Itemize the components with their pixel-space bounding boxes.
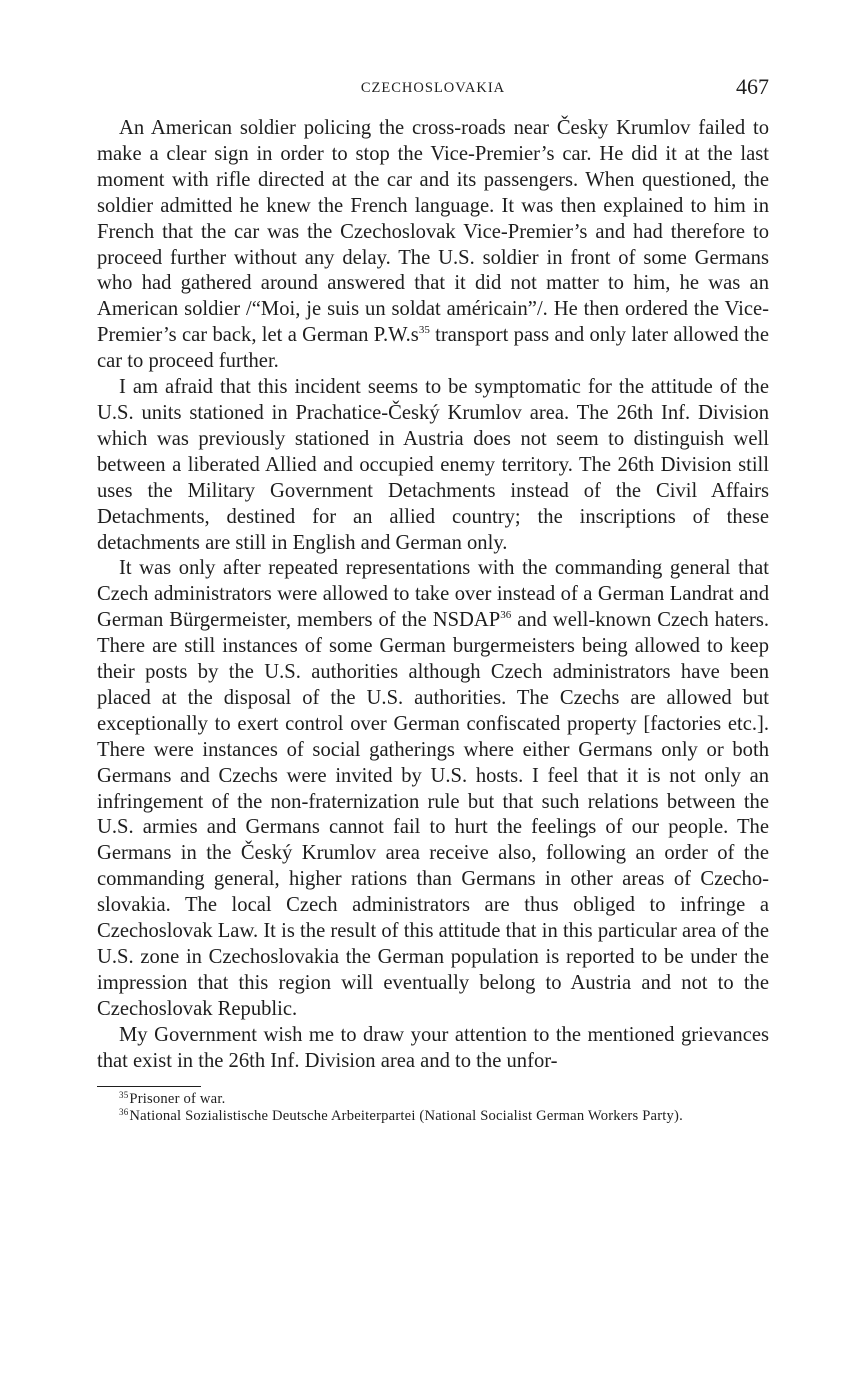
paragraph-3 <box>97 556 769 1022</box>
footnote-35-text: Prisoner of war. <box>129 1090 226 1107</box>
paragraph-1-text-a: An American soldier policing the cross-roads near Česky Krumlov failed to make a clear sign in order to stop the Vice-Premier’s car. He did it at the last moment with rifle directed at the car and its passengers. When questioned, the soldier admitted he knew the French language. It was then explained to him in French that the car was the Czechoslovak Vice-Premier’s and had therefore to proceed further without any delay. The U.S. soldier in front of some Germans who had gathered around answered that it did not matter to him, he was an American soldier /“Moi, je suis un soldat américain”/. He then ordered the Vice-Premier’s car back, let a German P.W.s <box>97 117 769 347</box>
paragraph-1-text-b: transport pass and only later allowed the car to proceed further. <box>97 324 769 373</box>
paragraph-3-text-a: It was only after repeated representations with the commanding general that Czech administrators were allowed to take over instead of a German Landrat and German Bürgermeister, members of the NSDAP <box>97 557 769 632</box>
paragraph-4: My Government wish me to draw your attention to the mentioned grievances that exist in the 26th Inf. Division area and to the unfor- <box>97 1023 769 1072</box>
document-page <box>97 72 769 1125</box>
footnote-36-text: National Sozialistische Deutsche Arbeiterpartei (National Socialist German Workers Party). <box>129 1107 683 1124</box>
footnote-divider <box>97 1086 201 1087</box>
running-title: CZECHOSLOVAKIA <box>360 80 506 96</box>
footnote-ref-35: 35 <box>418 324 430 337</box>
paragraph-1 <box>97 116 769 375</box>
paragraph-2: I am afraid that this incident seems to be symptomatic for the attitude of the U.S. units stationed in Prachatice-Český Krumlov area. The 26th Inf. Division which was previously stationed in Austria does not seem to distinguish well between a liberated Allied and occupied enemy territory. The 26th Division still uses the Military Government Detachments instead of the Civil Affairs Detachments, destined for an allied country; the inscriptions of these detachments are still in English and German only. <box>97 376 769 554</box>
footnote-36 <box>97 1108 769 1125</box>
footnote-35-number: 35 <box>119 1089 129 1100</box>
footnote-35 <box>97 1091 769 1108</box>
paragraph-3-text-b: and well-known Czech haters. There are still instances of some German burgermeisters being allowed to keep their posts by the U.S. authorities although Czech administrators have been placed at the disposal of the U.S. authorities. The Czechs are allowed but exceptionally to exert control over German confiscated property [factories etc.]. There were instances of social gatherings where either Germans only or both Germans and Czechs were invited by U.S. hosts. I feel that it is not only an infringement of the non-fraternization rule but that such relations between the U.S. armies and Germans cannot fail to hurt the feelings of our people. The Germans in the Český Krumlov area receive also, following an order of the commanding general, higher rations than Germans in other areas of Czechoslovakia. The local Czech administrators are thus obliged to infringe a Czechoslovak Law. It is the result of this attitude that in this particular area of the U.S. zone in Czechoslovakia the German population is reported to be under the impression that this region will eventually belong to Austria and not to the Czechoslovak Republic. <box>97 609 769 1020</box>
page-number: 467 <box>736 74 769 99</box>
footnote-ref-36: 36 <box>500 609 512 622</box>
body-text <box>97 116 769 1075</box>
running-head <box>97 72 769 106</box>
footnote-36-number: 36 <box>119 1106 129 1117</box>
footnotes <box>97 1091 769 1125</box>
